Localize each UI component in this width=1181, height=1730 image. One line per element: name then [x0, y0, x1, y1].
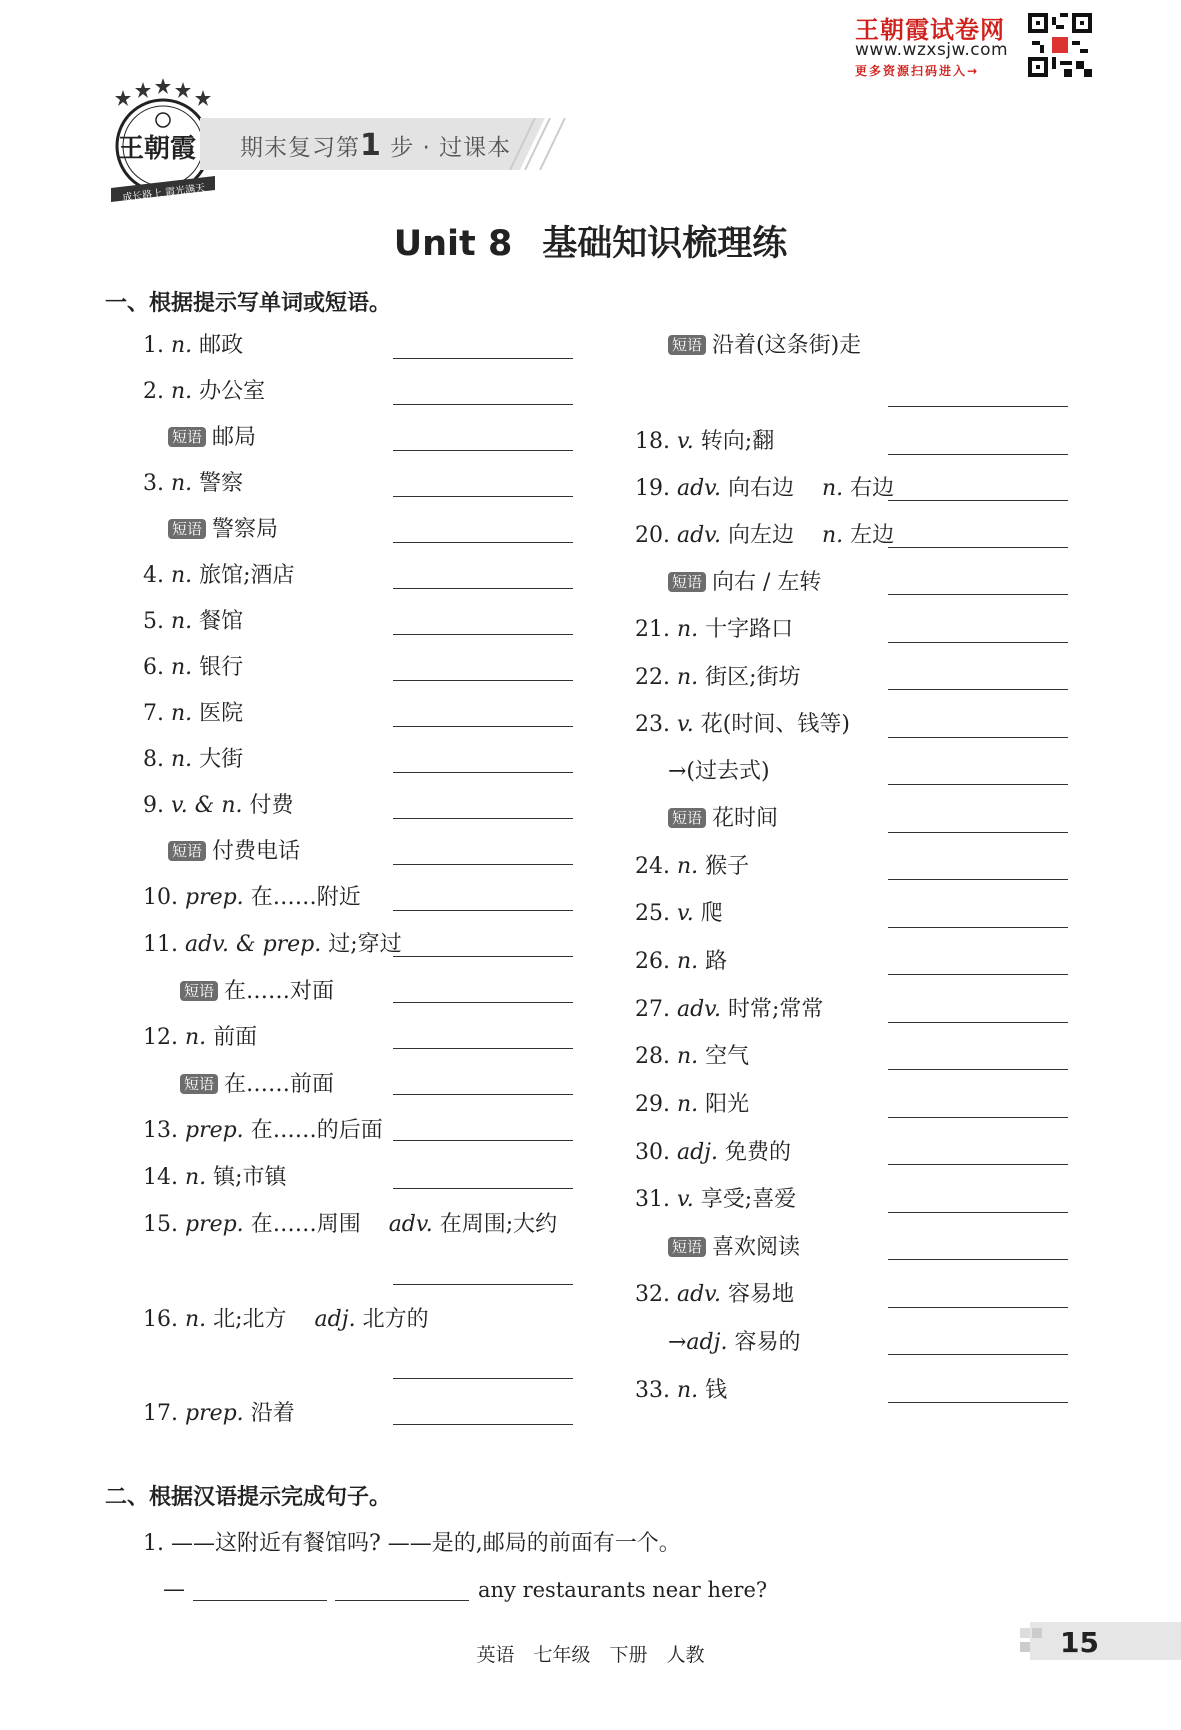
- item-meaning: 在……前面: [224, 1072, 335, 1097]
- item-number: 32.: [635, 1282, 677, 1307]
- item-number: 20.: [635, 523, 677, 548]
- answer-blank[interactable]: [888, 1022, 1068, 1023]
- item-number: 15.: [143, 1212, 185, 1237]
- part-of-speech: adj.: [314, 1307, 363, 1332]
- answer-blank[interactable]: [393, 1378, 573, 1379]
- item-number: 10.: [143, 885, 185, 910]
- part-of-speech: adv.: [388, 1212, 440, 1237]
- answer-blank[interactable]: [888, 1307, 1068, 1308]
- item-meaning: 在周围;大约: [439, 1212, 558, 1237]
- title-main: 基础知识梳理练: [542, 224, 788, 264]
- answer-blank[interactable]: [888, 689, 1068, 690]
- qr-code-icon[interactable]: [1028, 12, 1092, 78]
- item-number: 13.: [143, 1118, 185, 1143]
- item-meaning: 阳光: [705, 1092, 750, 1117]
- section-2-heading: 二、根据汉语提示完成句子。: [105, 1485, 392, 1510]
- vocab-item: [635, 428, 774, 456]
- item-number: 28.: [635, 1044, 677, 1069]
- item-meaning: 向右边: [728, 476, 795, 501]
- banner-post: 步 · 过课本: [390, 135, 512, 161]
- part-of-speech: n.: [170, 471, 200, 496]
- answer-blank[interactable]: [393, 1140, 573, 1141]
- item-number: 31.: [635, 1187, 677, 1212]
- vocab-item: [143, 1164, 287, 1192]
- page-title: [0, 216, 1181, 266]
- item-meaning: 付费: [249, 793, 294, 818]
- answer-blank[interactable]: [888, 454, 1068, 455]
- item-meaning: 在……的后面: [250, 1118, 383, 1143]
- vocab-item: [668, 758, 770, 786]
- part-of-speech: n.: [822, 476, 851, 501]
- item-number: 2.: [143, 379, 171, 404]
- item-meaning: 路: [705, 949, 728, 974]
- part-of-speech: n.: [822, 523, 851, 548]
- phrase-tag: 短语: [180, 981, 218, 1001]
- item-meaning: 喜欢阅读: [712, 1235, 801, 1260]
- vocab-item: [635, 711, 850, 739]
- answer-blank[interactable]: [888, 1117, 1068, 1118]
- part-of-speech: adv.: [676, 1282, 728, 1307]
- item-meaning: 医院: [199, 701, 244, 726]
- item-meaning: 镇;市镇: [213, 1165, 287, 1190]
- item-number: 9.: [143, 793, 171, 818]
- question-2-1-english: any restaurants near here?: [478, 1578, 768, 1602]
- item-meaning: 前面: [213, 1025, 258, 1050]
- vocab-item: [635, 1091, 749, 1119]
- item-number: 17.: [143, 1401, 185, 1426]
- answer-blank[interactable]: [888, 832, 1068, 833]
- item-number: 18.: [635, 429, 677, 454]
- part-of-speech: v.: [676, 1187, 701, 1212]
- phrase-tag: 短语: [180, 1074, 218, 1094]
- item-meaning: 银行: [199, 655, 244, 680]
- item-number: 23.: [635, 712, 677, 737]
- answer-blank[interactable]: [888, 1164, 1068, 1165]
- banner-step-number: 1: [360, 128, 382, 163]
- vocab-item: [143, 562, 295, 590]
- part-of-speech: n.: [170, 655, 200, 680]
- item-meaning: 沿着: [250, 1401, 295, 1426]
- part-of-speech: →adj.: [668, 1330, 735, 1355]
- item-meaning: 猴子: [705, 854, 750, 879]
- answer-blank[interactable]: [393, 542, 573, 543]
- vocab-item: [180, 1071, 334, 1099]
- vocab-item: [668, 569, 821, 597]
- item-number: 4.: [143, 563, 171, 588]
- vocab-item: [635, 1043, 749, 1071]
- vocab-item: [635, 1186, 796, 1214]
- answer-blank[interactable]: [888, 1212, 1068, 1213]
- brand-title: 王朝霞试卷网: [855, 16, 1005, 44]
- part-of-speech: n.: [184, 1165, 214, 1190]
- item-meaning: 沿着(这条街)走: [712, 333, 862, 358]
- vocab-item: [143, 1024, 257, 1052]
- item-meaning: 花时间: [712, 806, 779, 831]
- vocab-item: [143, 1306, 429, 1334]
- brand-url: www.wzxsjw.com: [855, 40, 1009, 60]
- answer-blank[interactable]: [393, 404, 573, 405]
- question-2-1-dash: —: [163, 1577, 185, 1602]
- vocab-item: [143, 1211, 557, 1239]
- banner-text: [240, 128, 511, 163]
- page-number: 15: [1060, 1626, 1099, 1659]
- phrase-tag: 短语: [668, 1237, 706, 1257]
- answer-blank[interactable]: [888, 1402, 1068, 1403]
- answer-blank[interactable]: [393, 818, 573, 819]
- vocab-item: [668, 332, 861, 360]
- part-of-speech: n.: [170, 563, 200, 588]
- item-meaning: 右边: [850, 476, 895, 501]
- answer-blank[interactable]: [888, 500, 1068, 501]
- item-meaning: 左边: [850, 523, 895, 548]
- item-number: 27.: [635, 997, 677, 1022]
- part-of-speech: n.: [676, 665, 706, 690]
- item-meaning: 转向;翻: [700, 429, 775, 454]
- item-number: 8.: [143, 747, 171, 772]
- item-number: 14.: [143, 1165, 185, 1190]
- item-meaning: 在……附近: [250, 885, 361, 910]
- answer-blank[interactable]: [888, 406, 1068, 407]
- phrase-tag: 短语: [668, 335, 706, 355]
- item-meaning: 钱: [705, 1378, 728, 1403]
- part-of-speech: prep.: [184, 885, 251, 910]
- vocab-item: [668, 805, 778, 833]
- item-meaning: 容易的: [734, 1330, 801, 1355]
- item-number: 6.: [143, 655, 171, 680]
- item-meaning: 餐馆: [199, 609, 244, 634]
- part-of-speech: n.: [676, 949, 706, 974]
- part-of-speech: n.: [184, 1025, 214, 1050]
- answer-blank[interactable]: [393, 864, 573, 865]
- footer-book-info: 英语 七年级 下册 人教: [476, 1644, 705, 1666]
- item-meaning: 警察: [199, 471, 244, 496]
- vocab-item: [143, 792, 294, 820]
- section-1-heading: 一、根据提示写单词或短语。: [105, 291, 392, 316]
- item-meaning: 享受;喜爱: [700, 1187, 797, 1212]
- title-unit: Unit 8: [393, 224, 513, 264]
- question-2-1-chinese: 1. ——这附近有餐馆吗? ——是的,邮局的前面有一个。: [143, 1531, 681, 1556]
- vocab-item: [143, 884, 361, 912]
- part-of-speech: n.: [676, 1092, 706, 1117]
- item-meaning: →(过去式): [668, 759, 770, 784]
- vocab-item: [635, 1377, 727, 1405]
- phrase-tag: 短语: [168, 427, 206, 447]
- item-number: 25.: [635, 901, 677, 926]
- vocab-item: [635, 1281, 794, 1309]
- item-meaning: 办公室: [199, 379, 266, 404]
- part-of-speech: v. & n.: [170, 793, 250, 818]
- vocab-item: [168, 424, 256, 452]
- answer-blank[interactable]: [393, 1094, 573, 1095]
- item-number: 19.: [635, 476, 677, 501]
- part-of-speech: n.: [676, 854, 706, 879]
- answer-blank[interactable]: [888, 1259, 1068, 1260]
- phrase-tag: 短语: [168, 841, 206, 861]
- item-number: 30.: [635, 1140, 677, 1165]
- part-of-speech: n.: [170, 747, 200, 772]
- item-number: 12.: [143, 1025, 185, 1050]
- brand-subtitle: 更多资源扫码进入→: [855, 64, 980, 78]
- item-number: 22.: [635, 665, 677, 690]
- answer-blank[interactable]: [393, 450, 573, 451]
- item-meaning: 免费的: [725, 1140, 792, 1165]
- vocab-item: [635, 475, 894, 503]
- part-of-speech: adv.: [676, 997, 728, 1022]
- item-meaning: 邮政: [199, 333, 244, 358]
- answer-blank[interactable]: [393, 1002, 573, 1003]
- answer-blank[interactable]: [393, 496, 573, 497]
- vocab-item: [635, 616, 793, 644]
- page-number-bar: [1030, 1622, 1181, 1660]
- vocab-item: [143, 700, 243, 728]
- item-meaning: 北;北方: [213, 1307, 287, 1332]
- logo-text: 王朝霞: [118, 134, 197, 164]
- vocab-item: [668, 1329, 800, 1357]
- item-number: 24.: [635, 854, 677, 879]
- answer-blank[interactable]: [888, 547, 1068, 548]
- part-of-speech: prep.: [184, 1401, 251, 1426]
- item-meaning: 爬: [700, 901, 723, 926]
- item-number: 21.: [635, 617, 677, 642]
- vocab-item: [635, 853, 749, 881]
- part-of-speech: n.: [170, 379, 200, 404]
- item-meaning: 向右 / 左转: [712, 570, 822, 595]
- vocab-item: [143, 654, 243, 682]
- answer-blank[interactable]: [888, 1354, 1068, 1355]
- answer-blank[interactable]: [888, 594, 1068, 595]
- part-of-speech: prep.: [184, 1212, 251, 1237]
- part-of-speech: adv.: [676, 476, 728, 501]
- answer-blank[interactable]: [393, 772, 573, 773]
- answer-blank[interactable]: [393, 588, 573, 589]
- item-meaning: 空气: [705, 1044, 750, 1069]
- phrase-tag: 短语: [668, 572, 706, 592]
- answer-blank[interactable]: [888, 974, 1068, 975]
- part-of-speech: prep.: [184, 1118, 251, 1143]
- vocab-item: [168, 838, 300, 866]
- item-meaning: 邮局: [212, 425, 257, 450]
- item-meaning: 过;穿过: [328, 932, 402, 957]
- item-number: 16.: [143, 1307, 185, 1332]
- vocab-item: [635, 900, 723, 928]
- vocab-item: [143, 746, 243, 774]
- part-of-speech: adv. & prep.: [184, 932, 329, 957]
- vocab-item: [635, 1139, 791, 1167]
- item-meaning: 十字路口: [705, 617, 794, 642]
- item-meaning: 在……对面: [224, 979, 335, 1004]
- answer-blank[interactable]: [888, 784, 1068, 785]
- vocab-item: [168, 516, 278, 544]
- item-number: 1.: [143, 333, 171, 358]
- vocab-item: [180, 978, 334, 1006]
- part-of-speech: n.: [170, 701, 200, 726]
- vocab-item: [143, 470, 243, 498]
- part-of-speech: adv.: [676, 523, 728, 548]
- item-number: 3.: [143, 471, 171, 496]
- part-of-speech: v.: [676, 429, 701, 454]
- answer-blank[interactable]: [393, 726, 573, 727]
- answer-blank[interactable]: [393, 910, 573, 911]
- answer-blank[interactable]: [888, 927, 1068, 928]
- part-of-speech: n.: [170, 333, 200, 358]
- item-meaning: 街区;街坊: [705, 665, 801, 690]
- part-of-speech: n.: [184, 1307, 214, 1332]
- answer-blank[interactable]: [393, 956, 573, 957]
- item-meaning: 时常;常常: [728, 997, 824, 1022]
- vocab-item: [143, 332, 243, 360]
- answer-blank[interactable]: [393, 1188, 573, 1189]
- phrase-tag: 短语: [168, 519, 206, 539]
- answer-blank[interactable]: [393, 680, 573, 681]
- item-meaning: 警察局: [212, 517, 279, 542]
- vocab-item: [635, 664, 801, 692]
- item-number: 26.: [635, 949, 677, 974]
- item-number: 29.: [635, 1092, 677, 1117]
- answer-blank[interactable]: [393, 634, 573, 635]
- answer-blank[interactable]: [393, 1424, 573, 1425]
- part-of-speech: n.: [676, 1378, 706, 1403]
- answer-blank[interactable]: [888, 879, 1068, 880]
- item-meaning: 旅馆;酒店: [199, 563, 295, 588]
- banner-pre: 期末复习第: [240, 135, 360, 161]
- item-meaning: 向左边: [728, 523, 795, 548]
- item-meaning: 容易地: [728, 1282, 795, 1307]
- vocab-item: [143, 931, 402, 959]
- item-number: 5.: [143, 609, 171, 634]
- answer-blank[interactable]: [393, 358, 573, 359]
- vocab-item: [143, 1117, 383, 1145]
- item-meaning: 花(时间、钱等): [700, 712, 850, 737]
- item-meaning: 在……周围: [250, 1212, 361, 1237]
- answer-blank[interactable]: [888, 1069, 1068, 1070]
- answer-blank[interactable]: [393, 1048, 573, 1049]
- part-of-speech: v.: [676, 712, 701, 737]
- vocab-item: [143, 608, 243, 636]
- answer-blank[interactable]: [193, 1600, 327, 1601]
- vocab-item: [143, 1400, 295, 1428]
- answer-blank[interactable]: [335, 1600, 469, 1601]
- answer-blank[interactable]: [888, 642, 1068, 643]
- item-meaning: 北方的: [362, 1307, 429, 1332]
- answer-blank[interactable]: [393, 1284, 573, 1285]
- item-meaning: 付费电话: [212, 839, 301, 864]
- page-corner-decoration: [1020, 1622, 1048, 1660]
- logo-ribbon: 成长路上 霞光满天: [121, 182, 206, 205]
- item-meaning: 大街: [199, 747, 244, 772]
- vocab-item: [635, 522, 894, 550]
- part-of-speech: v.: [676, 901, 701, 926]
- part-of-speech: adj.: [676, 1140, 725, 1165]
- vocab-item: [635, 948, 727, 976]
- part-of-speech: n.: [170, 609, 200, 634]
- item-number: 7.: [143, 701, 171, 726]
- vocab-item: [143, 378, 265, 406]
- vocab-item: [635, 996, 823, 1024]
- phrase-tag: 短语: [668, 808, 706, 828]
- item-number: 11.: [143, 932, 185, 957]
- answer-blank[interactable]: [888, 737, 1068, 738]
- vocab-item: [668, 1234, 800, 1262]
- item-number: 33.: [635, 1378, 677, 1403]
- part-of-speech: n.: [676, 617, 706, 642]
- part-of-speech: n.: [676, 1044, 706, 1069]
